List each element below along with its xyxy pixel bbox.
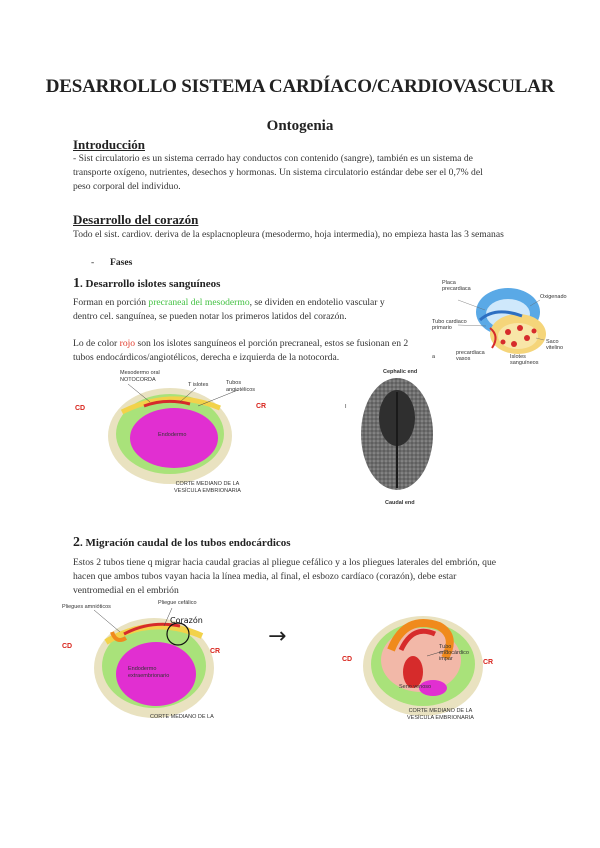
label-caudal-end: Caudal end xyxy=(385,500,415,506)
step1-p1-text-a: Forman en porción xyxy=(73,297,149,308)
transition-arrow: → xyxy=(268,624,287,649)
step2-line-3: ventromedial en el embrión xyxy=(73,585,179,596)
islet-3 xyxy=(524,335,530,341)
step1-title: . Desarrollo islotes sanguíneos xyxy=(80,278,221,290)
label-tubos: Tubos angiotélicos xyxy=(226,380,256,393)
intro-heading: Introducción xyxy=(73,137,145,152)
step1-paragraph-2 xyxy=(73,337,418,365)
label-cr: CR xyxy=(210,648,221,655)
phases-label: Fases xyxy=(110,257,133,268)
vesicle-caption: CORTE MEDIANO DE LA VESÍCULA EMBRIONARIA xyxy=(174,481,241,494)
step2-line-1: Estos 2 tubos tiene q migrar hacia caudal gracias al pliegue cefálico y a los pliegues laterales del embrión, que xyxy=(73,557,497,568)
label-saco-vitelino: Saco vitelino xyxy=(546,339,564,351)
document-title: DESARROLLO SISTEMA CARDÍACO/CARDIOVASCULAR xyxy=(45,76,555,97)
step1-p2-line-2: tubos endocárdicos/angiotélicos, derecha e izquierda de la notocorda. xyxy=(73,352,340,363)
label-vasos: precardiaca vasos xyxy=(456,350,485,362)
intro-line-1: - Sist circulatorio es un sistema cerrado hay conductos con contenido (sangre), también es un sistema de xyxy=(73,153,473,164)
migration-right-caption: CORTE MEDIANO DE LA VESÍCULA EMBRIONARIA xyxy=(407,708,474,721)
step2-paragraph xyxy=(73,556,543,598)
label-mesodermo: Mesodermo oral NOTOCORDA xyxy=(120,370,160,383)
label-pliegue-cefalico: Pliegue cefálico xyxy=(158,600,197,606)
endoderm-sac xyxy=(130,408,218,468)
islet-1 xyxy=(505,329,511,335)
step1-p2-text-a: Lo de color xyxy=(73,338,120,349)
label-islotes: Islotes sanguíneos xyxy=(510,354,539,366)
phases-bullet: - xyxy=(91,257,95,268)
heart-dev-heading: Desarrollo del corazón xyxy=(73,212,199,227)
label-cd: CD xyxy=(75,405,86,412)
step1-number: 1 xyxy=(73,276,80,291)
islet-2 xyxy=(517,325,523,331)
figure-blood-islets xyxy=(430,276,570,372)
label-endodermo-extra: Endodermo extraembrionario xyxy=(128,666,170,679)
label-endodermo: Endodermo xyxy=(158,432,187,438)
step2-line-2: hacen que ambos tubos vayan hacia la línea media, al final, el esbozo cardíaco (corazón), debe estar xyxy=(73,571,457,582)
label-cd: CD xyxy=(342,656,353,663)
intro-text xyxy=(73,152,543,194)
islet-5 xyxy=(532,329,537,334)
label-i: I xyxy=(345,404,347,410)
document-subtitle: Ontogenia xyxy=(266,118,334,134)
figure-embryo-photo xyxy=(345,368,445,510)
step1-p2-text-b: son los islotes sanguíneos el porción precraneal, estos se fusionan en 2 xyxy=(135,338,409,349)
step2-title: . Migración caudal de los tubos endocárdicos xyxy=(80,537,291,549)
migration-left-caption: CORTE MEDIANO DE LA xyxy=(150,714,214,720)
label-placa: Placa precardiaca xyxy=(442,280,471,292)
label-pliegues-amnioticos: Pliegues amnióticos xyxy=(62,604,111,610)
intro-line-2: transporte oxígeno, nutrientes, desechos y hormonas. Un sistema circulatorio estándar debe ser el 0,7% del xyxy=(73,167,483,178)
figure-migration-left xyxy=(60,598,235,720)
heart-dev-text: Todo el sist. cardiov. deriva de la esplacnopleura (mesodermo, hoja intermedia), no empieza hasta las 3 semanas xyxy=(73,229,504,240)
step2-number: 2 xyxy=(73,535,80,550)
step1-p1-text-b: , se dividen en endotelio vascular y xyxy=(249,297,385,308)
step1-p1-highlight: precraneal del mesodermo xyxy=(148,297,250,308)
figure-vesicle-section xyxy=(70,368,270,500)
label-cr: CR xyxy=(483,659,494,666)
step1-p2-highlight: rojo xyxy=(119,338,136,349)
label-corazon: Corazón xyxy=(170,616,203,625)
step1-heading xyxy=(73,276,220,292)
label-cephalic-end: Cephalic end xyxy=(383,369,418,375)
label-tubo-cardiaco: Tubo cardiaco primario xyxy=(432,319,467,331)
label-tubo-endocardico: Tubo endocárdico impar xyxy=(439,644,469,662)
intro-line-3: peso corporal del individuo. xyxy=(73,181,181,192)
islet-6 xyxy=(501,340,506,345)
label-seno-venoso: Seno venoso xyxy=(399,684,432,690)
step2-heading xyxy=(73,535,291,551)
step1-p1-line-2: dentro cel. sanguínea, se pueden notar los primeros latidos del corazón. xyxy=(73,311,347,322)
migration-left-diagram xyxy=(60,598,235,720)
step1-paragraph-1 xyxy=(73,296,413,324)
label-oxigenado: Oxigenado xyxy=(540,294,567,300)
label-a: a xyxy=(432,354,436,360)
embryo-photo xyxy=(345,368,445,510)
figure-migration-right xyxy=(335,600,510,728)
leader-pliegues xyxy=(94,610,120,632)
islet-4 xyxy=(511,341,517,347)
label-cd: CD xyxy=(62,643,73,650)
label-cr: CR xyxy=(256,403,267,410)
label-islotes: T islotes xyxy=(188,382,209,388)
